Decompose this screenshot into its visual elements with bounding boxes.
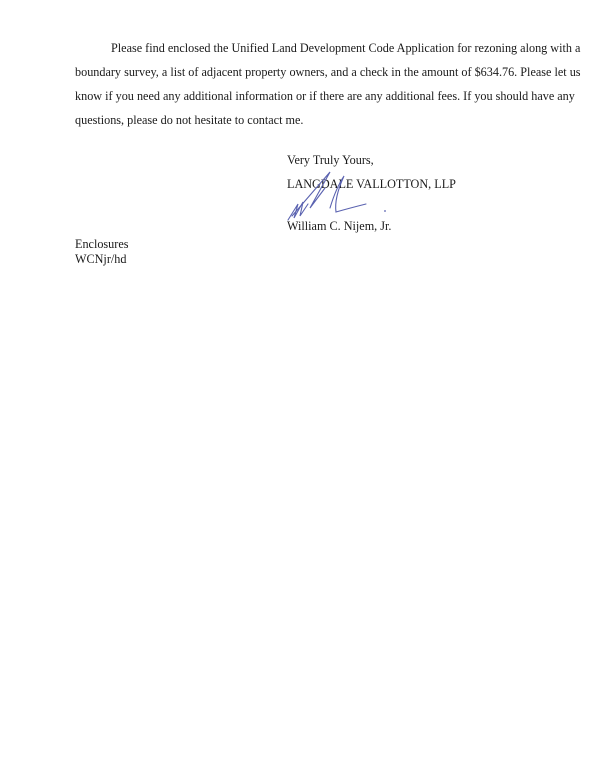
closing: Very Truly Yours, xyxy=(287,153,374,167)
enclosures-label: Enclosures xyxy=(75,237,129,251)
body-line: boundary survey, a list of adjacent property owners, and a check in the amount of $634.76. Please let us xyxy=(75,65,581,79)
firm-name: LANGDALE VALLOTTON, LLP xyxy=(287,177,456,191)
initials: WCNjr/hd xyxy=(75,252,127,266)
body-line: questions, please do not hesitate to contact me. xyxy=(75,113,304,127)
letter-body xyxy=(75,40,581,136)
body-line: know if you need any additional information or if there are any additional fees. If you should have any xyxy=(75,89,575,103)
body-line: Please find enclosed the Unified Land Development Code Application for rezoning along with a xyxy=(111,41,581,55)
signer-name: William C. Nijem, Jr. xyxy=(287,219,392,233)
